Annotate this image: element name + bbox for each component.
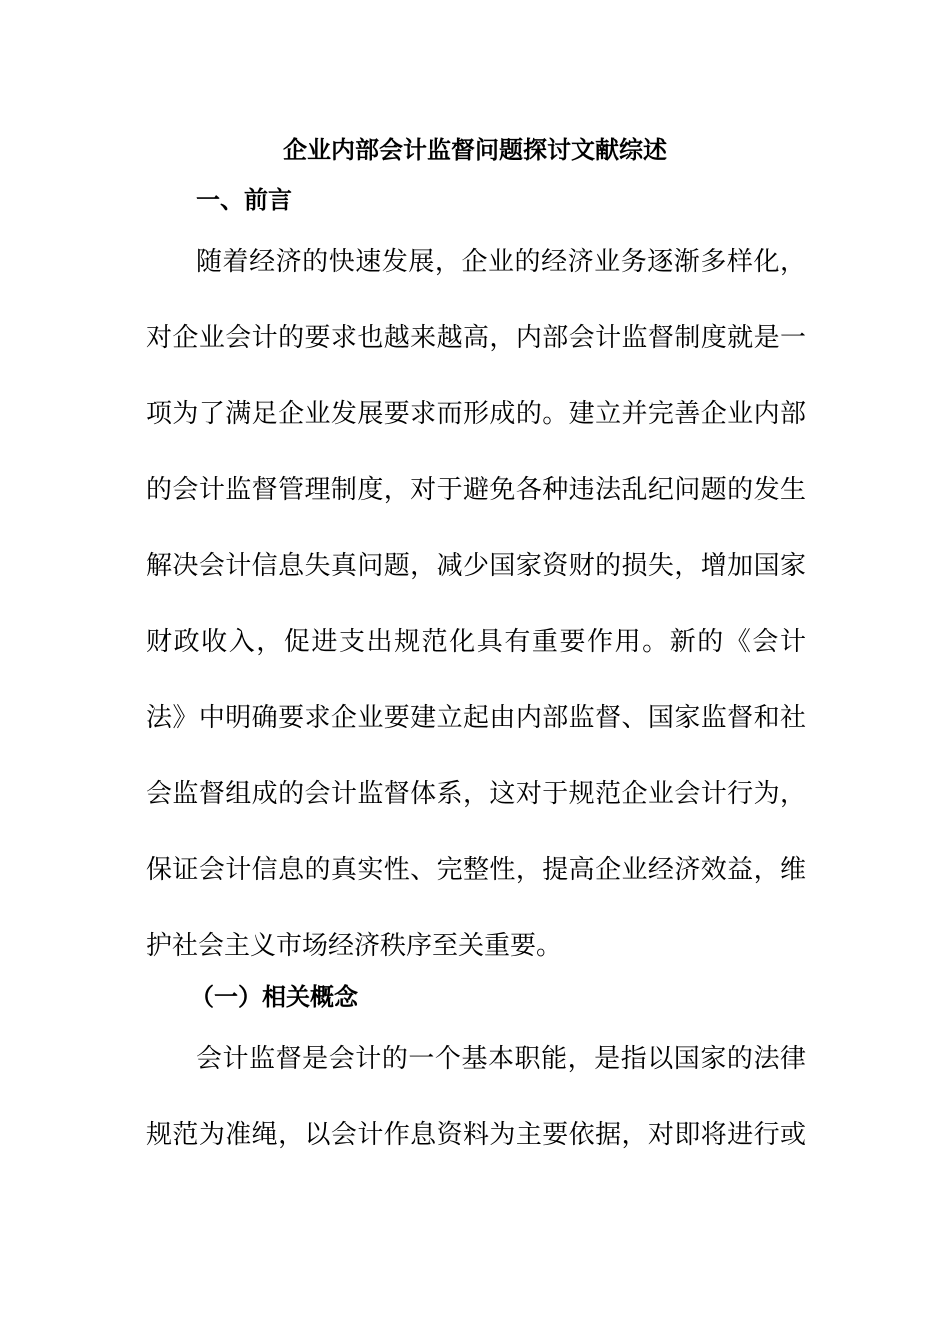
- paragraph-line: 规范为准绳，以会计作息资料为主要依据，对即将进行或: [146, 1120, 806, 1150]
- paragraph-line: 护社会主义市场经济秩序至关重要。: [146, 931, 563, 961]
- paragraph-line: 会计监督是会计的一个基本职能，是指以国家的法律: [196, 1044, 806, 1074]
- paragraph-line: 保证会计信息的真实性、完整性，提高企业经济效益，维: [146, 855, 806, 885]
- preface-paragraph: [146, 245, 806, 1005]
- paragraph-line: 法》中明确要求企业要建立起由内部监督、国家监督和社: [146, 703, 806, 733]
- paragraph-line: 解决会计信息失真问题，减少国家资财的损失，增加国家: [146, 551, 806, 581]
- section-heading-preface: 一、前言: [196, 185, 292, 214]
- subsection-heading-concepts: （一）相关概念: [190, 982, 358, 1011]
- concepts-paragraph: [146, 1042, 806, 1194]
- paragraph-line: 财政收入，促进支出规范化具有重要作用。新的《会计: [146, 627, 806, 657]
- paragraph-line: 项为了满足企业发展要求而形成的。建立并完善企业内部: [146, 399, 806, 429]
- document-title: 企业内部会计监督问题探讨文献综述: [283, 135, 667, 164]
- paragraph-line: 会监督组成的会计监督体系，这对于规范企业会计行为，: [146, 779, 806, 809]
- paragraph-line: 的会计监督管理制度，对于避免各种违法乱纪问题的发生: [146, 475, 806, 505]
- paragraph-line: 随着经济的快速发展，企业的经济业务逐渐多样化，: [196, 247, 806, 277]
- paragraph-line: 对企业会计的要求也越来越高，内部会计监督制度就是一: [146, 323, 806, 353]
